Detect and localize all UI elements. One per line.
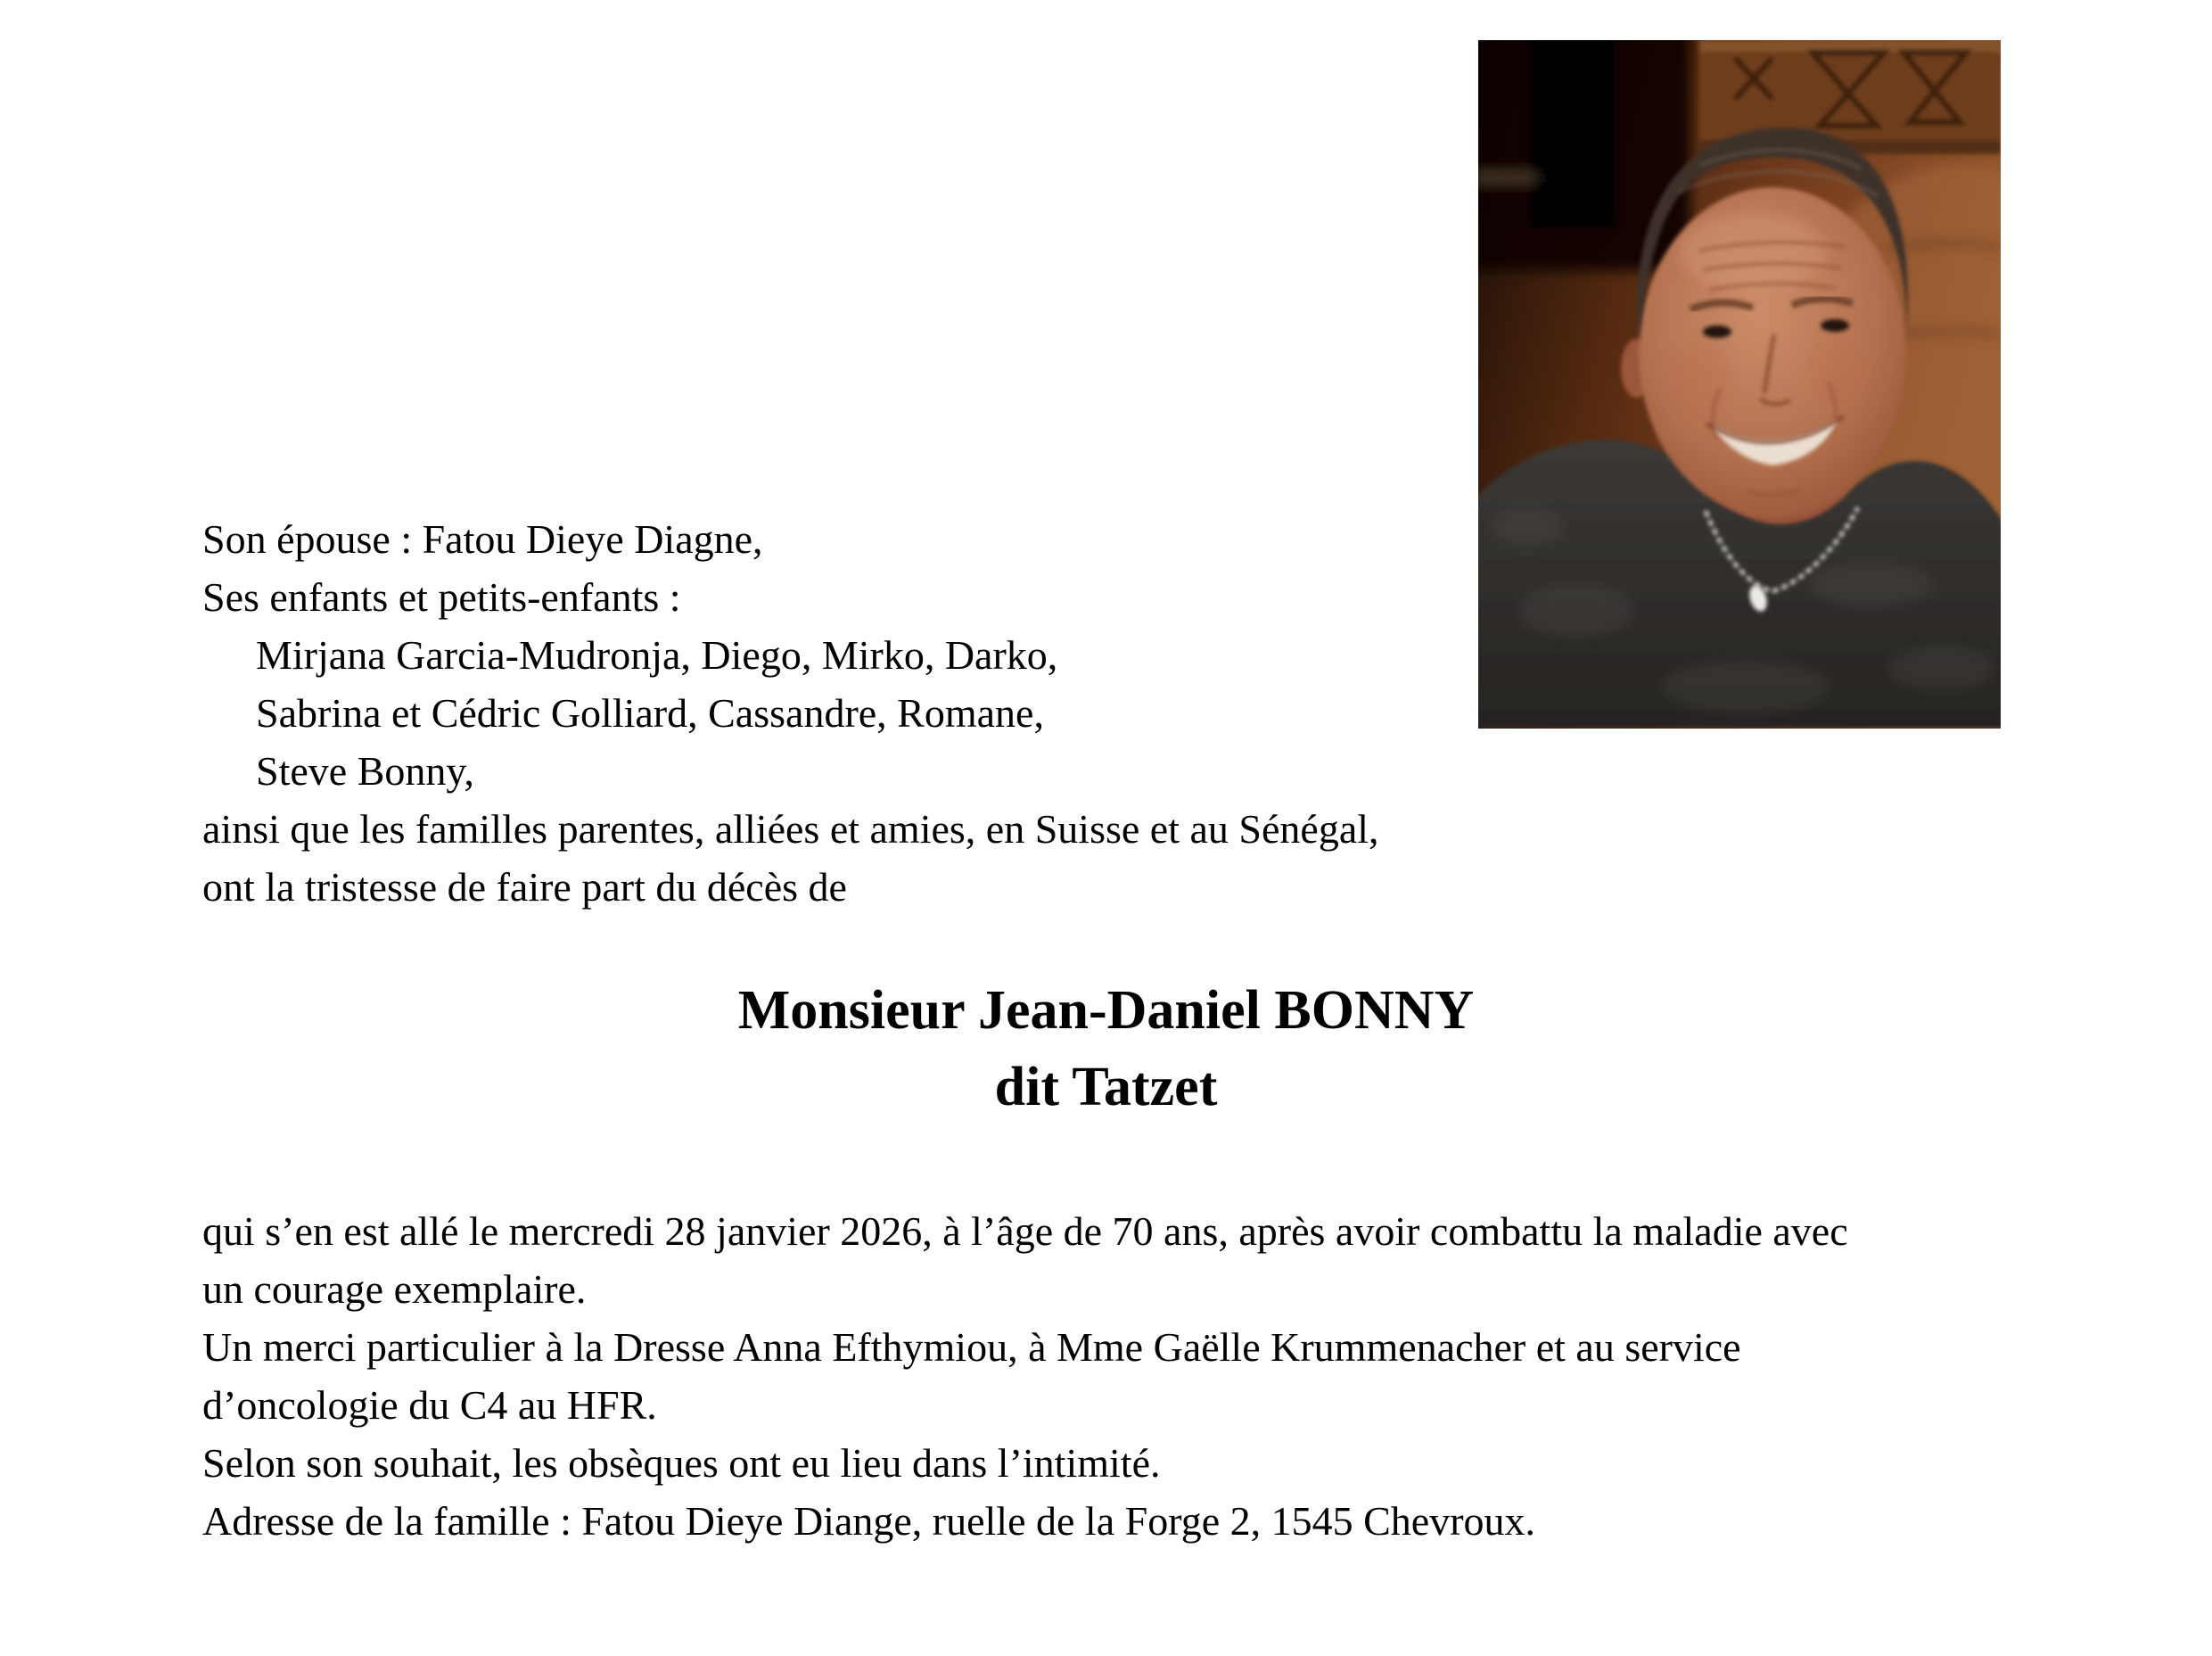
family-line-spouse: Son épouse : Fatou Dieye Diagne,: [202, 516, 763, 562]
announcement-line-3: Un merci particulier à la Dresse Anna Efthymiou, à Mme Gaëlle Krummenacher et au service: [202, 1324, 1741, 1370]
deceased-name: Monsieur Jean-Daniel BONNY: [737, 980, 1475, 1041]
family-line-sadness: ont la tristesse de faire part du décès de: [202, 864, 847, 910]
portrait-photo-image: [1478, 40, 2001, 729]
deceased-nickname: dit Tatzet: [994, 1057, 1218, 1117]
announcement-line-6: Adresse de la famille : Fatou Dieye Diange, ruelle de la Forge 2, 1545 Chevroux.: [202, 1498, 1536, 1544]
announcement-block: [202, 1202, 1848, 1550]
announcement-line-1: qui s’en est allé le mercredi 28 janvier 2026, à l’âge de 70 ans, après avoir combattu la maladie avec: [202, 1208, 1848, 1254]
family-line-child-3: Steve Bonny,: [256, 748, 474, 794]
announcement-line-4: d’oncologie du C4 au HFR.: [202, 1382, 657, 1428]
family-line-families: ainsi que les familles parentes, alliées et amies, en Suisse et au Sénégal,: [202, 806, 1379, 852]
family-line-child-2: Sabrina et Cédric Golliard, Cassandre, Romane,: [256, 690, 1044, 736]
family-block: [202, 510, 1379, 916]
title-block: [0, 972, 2212, 1125]
portrait-photo: [1478, 40, 2001, 729]
family-line-child-1: Mirjana Garcia-Mudronja, Diego, Mirko, Darko,: [256, 632, 1058, 678]
family-line-children-header: Ses enfants et petits-enfants :: [202, 574, 681, 620]
announcement-line-5: Selon son souhait, les obsèques ont eu lieu dans l’intimité.: [202, 1440, 1161, 1486]
announcement-line-2: un courage exemplaire.: [202, 1266, 587, 1312]
